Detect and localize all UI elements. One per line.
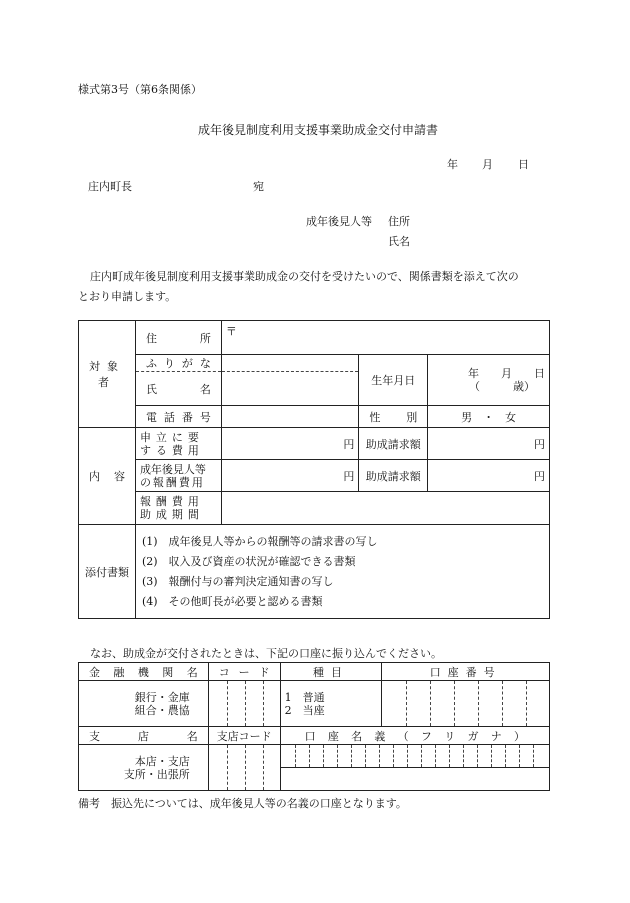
attachment-item: (1) 成年後見人等からの報酬等の請求書の写し	[141, 534, 378, 548]
request-amount-label-2: 助成請求額	[359, 460, 428, 492]
bank-name-field[interactable]: 銀行・金庫 組合・農協	[79, 681, 209, 727]
bank-table	[78, 662, 550, 791]
form-title: 成年後見制度利用支援事業助成金交付申請書	[198, 123, 439, 137]
branch-code-header: 支店コード	[208, 727, 280, 745]
addressee-suffix: 宛	[253, 180, 264, 193]
intro-text-1: 庄内町成年後見制度利用支援事業助成金の交付を受けたいので、関係書類を添えて次の	[90, 270, 519, 283]
sex-field[interactable]: 男 ・ 女	[428, 406, 550, 428]
branch-name-header: 支 店 名	[79, 727, 209, 745]
phone-field[interactable]	[221, 406, 359, 428]
phone-label: 電 話 番 号	[135, 406, 221, 428]
date-day: 日	[518, 158, 529, 171]
account-number-header: 口座番号	[382, 663, 550, 681]
request-amount-field-2[interactable]: 円	[428, 460, 550, 492]
bank-name-header: 金 融 機 関 名	[79, 663, 209, 681]
code-header: コ ー ド	[208, 663, 280, 681]
application-fee-label: 申立に要 する費用	[135, 428, 221, 460]
address-field[interactable]	[221, 321, 549, 355]
attachment-item: (2) 収入及び資産の状況が確認できる書類	[141, 554, 356, 568]
guardian-fee-label: 成年後見人等 の報酬費用	[135, 460, 221, 492]
addressee-name: 庄内町長	[88, 180, 132, 193]
branch-code-field[interactable]	[208, 745, 280, 791]
name-field[interactable]	[221, 372, 359, 406]
postal-mark: 〒	[225, 325, 237, 338]
attachment-item: (3) 報酬付与の審判決定通知書の写し	[141, 574, 334, 588]
applicant-label: 成年後見人等	[306, 215, 372, 228]
subsidy-period-label: 報酬費用 助成期間	[135, 492, 221, 525]
furigana-label: ふ り が な	[135, 355, 221, 372]
guardian-fee-field[interactable]: 円	[221, 460, 359, 492]
request-amount-field-1[interactable]: 円	[428, 428, 550, 460]
dob-label: 生年月日	[359, 355, 428, 406]
application-fee-field[interactable]: 円	[221, 428, 359, 460]
address-label: 住 所	[135, 321, 221, 355]
date-year: 年	[447, 158, 458, 171]
furigana-field[interactable]	[221, 355, 359, 372]
subsidy-period-field[interactable]	[221, 492, 549, 525]
subject-label: 対象者	[79, 321, 136, 428]
intro-text-2: とおり申請します。	[78, 290, 177, 303]
account-number-field[interactable]	[382, 681, 550, 727]
dob-age: （ 歳）	[469, 380, 535, 393]
type-header: 種目	[280, 663, 382, 681]
remark: 備考 振込先については、成年後見人等の名義の口座となります。	[78, 797, 407, 810]
dob-ymd: 年 月 日	[468, 367, 545, 380]
applicant-name-label: 氏名	[388, 235, 410, 248]
attachment-item: (4) その他町長が必要と認める書類	[141, 594, 323, 608]
application-table	[78, 320, 550, 619]
attachments-list	[135, 525, 549, 619]
applicant-address-label: 住所	[388, 215, 410, 228]
sex-label: 性 別	[359, 406, 428, 428]
request-amount-label-1: 助成請求額	[359, 428, 428, 460]
transfer-note: なお、助成金が交付されたときは、下記の口座に振り込んでください。	[90, 647, 442, 660]
account-type-field[interactable]: 1 普通 2 当座	[280, 681, 382, 727]
bank-code-field[interactable]	[208, 681, 280, 727]
branch-name-field[interactable]: 本店・支店 支所・出張所	[79, 745, 209, 791]
account-holder-header: 口 座 名 義 （ フ リ ガ ナ ）	[280, 727, 549, 745]
name-label: 氏 名	[135, 372, 221, 406]
date-month: 月	[482, 158, 493, 171]
dob-field[interactable]	[428, 355, 550, 406]
form-number: 様式第3号（第6条関係）	[78, 83, 202, 96]
content-label: 内 容	[79, 428, 136, 525]
account-holder-field[interactable]	[280, 745, 549, 791]
attachments-label: 添付書類	[79, 525, 136, 619]
